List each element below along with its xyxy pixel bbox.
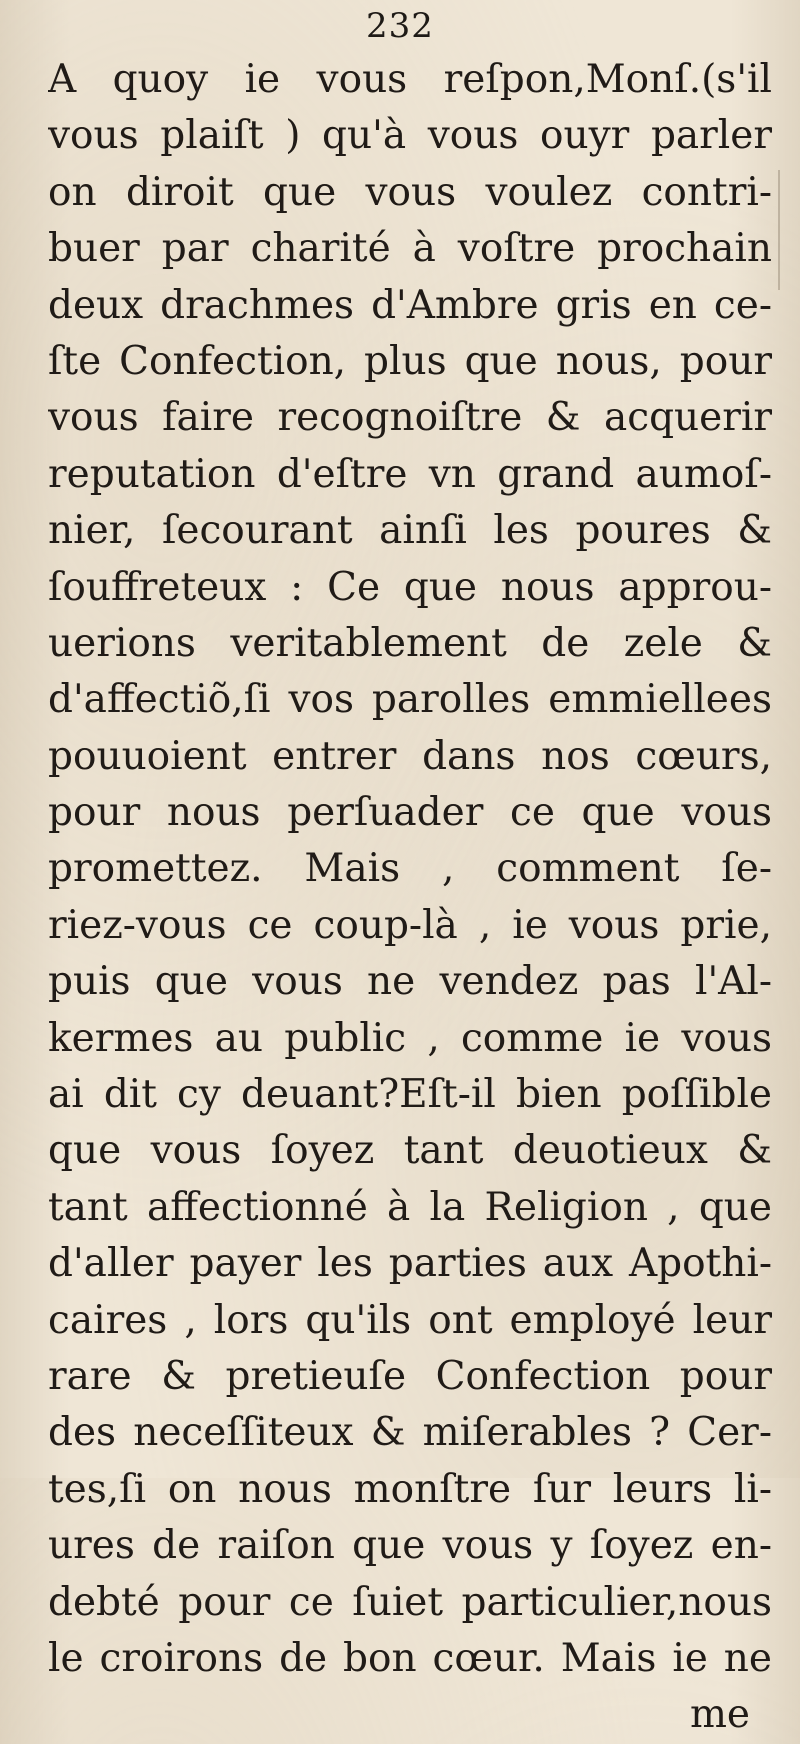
text-line: des neceſſiteux & miſerables ? Cer- [48, 1410, 772, 1456]
body-text [48, 52, 772, 1744]
text-line: uerions veritablement de zele & [48, 620, 772, 666]
text-line: promettez. Mais , comment ſe- [48, 846, 772, 892]
text-line: on diroit que vous voulez contri- [48, 169, 772, 215]
text-line: deux drachmes d'Ambre gris en ce- [48, 282, 772, 328]
text-line: que vous ſoyez tant deuotieux & [48, 1128, 772, 1174]
page-edge-shadow [778, 170, 780, 290]
text-line: tes,ſi on nous monſtre ſur leurs li- [48, 1466, 772, 1512]
text-line: tant affectionné à la Religion , que [48, 1184, 772, 1230]
text-line: pour nous perſuader ce que vous [48, 790, 772, 836]
text-line: buer par charité à voſtre prochain [48, 226, 772, 272]
text-line: d'aller payer les parties aux Apothi- [48, 1241, 772, 1287]
text-line: d'affectiõ,ſi vos parolles emmiellees [48, 677, 772, 723]
text-line: reputation d'eſtre vn grand aumoſ- [48, 451, 772, 497]
text-line: ſte Confection, plus que nous, pour [48, 338, 772, 384]
text-line: debté pour ce ſuiet particulier,nous [48, 1579, 772, 1625]
text-line: puis que vous ne vendez pas l'Al- [48, 959, 772, 1005]
text-line: ſouffreteux : Ce que nous approu- [48, 564, 772, 610]
text-line: riez-vous ce coup-là , ie vous prie, [48, 902, 772, 948]
text-line: vous plaiſt ) qu'à vous ouyr parler [48, 113, 772, 159]
text-line: caires , lors qu'ils ont employé leur [48, 1297, 772, 1343]
text-line: pouuoient entrer dans nos cœurs, [48, 733, 772, 779]
page-number: 232 [366, 6, 434, 46]
catchword: me [689, 1692, 750, 1738]
text-line: rare & pretieuſe Confection pour [48, 1353, 772, 1399]
text-line: kermes au public , comme ie vous [48, 1015, 772, 1061]
text-line: nier, ſecourant ainſi les poures & [48, 508, 772, 554]
text-line: le croirons de bon cœur. Mais ie ne [48, 1635, 772, 1681]
text-line: ai dit cy deuant?Eſt-il bien poſſible [48, 1072, 772, 1118]
text-line: vous faire recognoiſtre & acquerir [48, 395, 772, 441]
text-line: ures de raiſon que vous y ſoyez en- [48, 1523, 772, 1569]
text-line: A quoy ie vous reſpon,Monſ.(s'il [48, 57, 772, 102]
